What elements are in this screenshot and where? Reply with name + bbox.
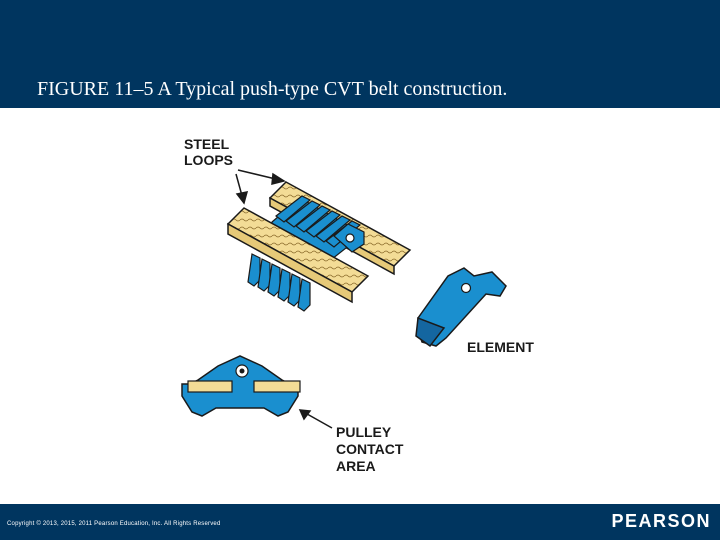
steel-loops-label: STEEL LOOPS	[184, 136, 234, 168]
header-bar	[0, 0, 720, 108]
steel-loop-section-left	[188, 381, 232, 392]
slide-title: FIGURE 11–5 A Typical push-type CVT belt construction.	[37, 78, 508, 100]
single-element	[416, 268, 506, 346]
pulley-contact-arrow	[300, 410, 332, 428]
element-label: ELEMENT	[467, 339, 534, 355]
element-cross-section	[182, 356, 300, 416]
copyright-text: Copyright © 2013, 2015, 2011 Pearson Education, Inc. All Rights Reserved	[7, 521, 221, 527]
steel-loop-section-right	[254, 381, 300, 392]
publisher-logo: PEARSON	[611, 511, 711, 531]
pulley-contact-area-label: PULLEY CONTACT AREA	[336, 424, 404, 474]
footer-bar	[0, 504, 720, 540]
belt-assembly	[228, 182, 410, 311]
